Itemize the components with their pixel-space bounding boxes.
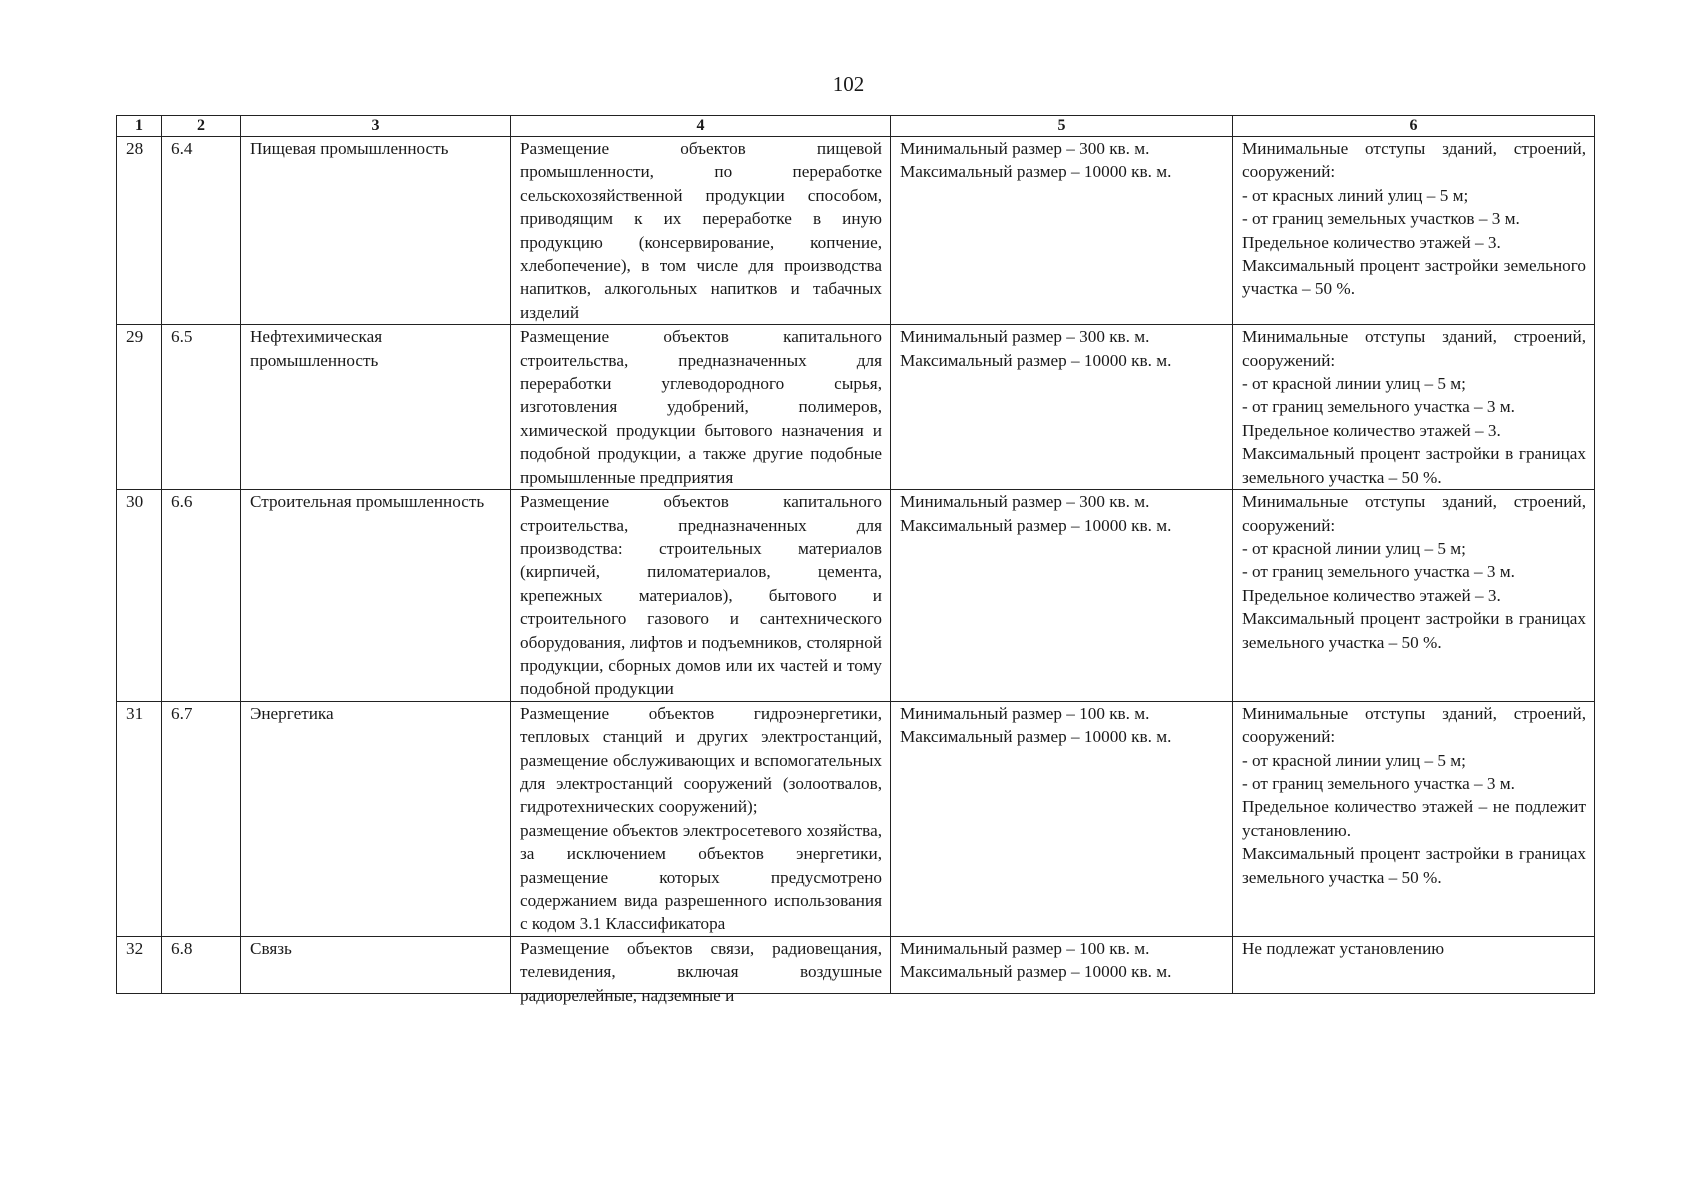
param-line: Предельное количество этажей – 3. xyxy=(1242,232,1501,252)
plot-size-limits xyxy=(891,701,1233,936)
min-size: Минимальный размер – 300 кв. м. xyxy=(900,327,1150,347)
table-row xyxy=(117,137,1595,325)
max-size: Максимальный размер – 10000 кв. м. xyxy=(900,962,1172,982)
column-header-1: 1 xyxy=(117,116,162,137)
land-use-regulations-table xyxy=(116,115,1595,1005)
header-row xyxy=(117,116,1595,137)
param-line: - от красных линий улиц – 5 м; xyxy=(1242,185,1469,205)
construction-parameters xyxy=(1233,325,1595,490)
max-size: Максимальный размер – 10000 кв. м. xyxy=(900,350,1172,370)
use-name: Строительная промышленность xyxy=(241,490,511,702)
page-number: 102 xyxy=(832,72,865,96)
use-code: 6.5 xyxy=(162,325,241,490)
table-row xyxy=(117,325,1595,490)
param-line: Предельное количество этажей – не подлежит установлению. xyxy=(1242,797,1586,840)
min-size: Минимальный размер – 300 кв. м. xyxy=(900,139,1150,158)
column-header-6: 6 xyxy=(1233,116,1595,137)
use-description xyxy=(511,936,891,1005)
max-size: Максимальный размер – 10000 кв. м. xyxy=(900,162,1172,182)
column-header-3: 3 xyxy=(241,116,511,137)
param-line: - от границ земельного участка – 3 м. xyxy=(1242,562,1515,582)
param-line: Предельное количество этажей – 3. xyxy=(1242,420,1501,440)
description-part: Размещение объектов гидроэнергетики, тепловых станций и других электростанций, размещение обслуживающих и вспомогательных для электростанций сооружений (золоотвалов, гидротехнических сооружений); xyxy=(520,703,882,817)
use-description: Размещение объектов капитального строительства, предназначенных для производства: строительных материалов (кирпичей, пиломатериалов, цемента, крепежных материалов), бытового и строительного газового и сантехнического оборудования, лифтов и подъемников, столярной продукции, сборных домов или их частей и тому подобной продукции xyxy=(511,490,891,702)
max-size: Максимальный размер – 10000 кв. м. xyxy=(900,727,1172,747)
max-size: Максимальный размер – 10000 кв. м. xyxy=(900,515,1172,535)
param-line: - от границ земельных участков – 3 м. xyxy=(1242,209,1520,229)
column-header-2: 2 xyxy=(162,116,241,137)
param-line: Минимальные отступы зданий, строений, сооружений: xyxy=(1242,327,1586,370)
plot-size-limits xyxy=(891,936,1233,993)
use-description: Размещение объектов капитального строительства, предназначенных для переработки углеводородного сырья, изготовления удобрений, полимеров, химической продукции бытового назначения и подобной продукции, а также другие подобные промышленные предприятия xyxy=(511,325,891,490)
plot-size-limits xyxy=(891,490,1233,702)
param-line: - от красной линии улиц – 5 м; xyxy=(1242,750,1466,770)
param-line: Минимальные отступы зданий, строений, сооружений: xyxy=(1242,139,1586,182)
param-line: Предельное количество этажей – 3. xyxy=(1242,585,1501,605)
row-number: 31 xyxy=(117,701,162,936)
min-size: Минимальный размер – 300 кв. м. xyxy=(900,492,1150,512)
param-line: Максимальный процент застройки в границах земельного участка – 50 %. xyxy=(1242,444,1586,487)
construction-parameters xyxy=(1233,137,1595,325)
use-code: 6.8 xyxy=(162,936,241,993)
description-text: Размещение объектов связи, радиовещания, телевидения, включая воздушные радиорелейные, надземные и xyxy=(520,938,882,1005)
min-size: Минимальный размер – 100 кв. м. xyxy=(900,703,1150,723)
param-line: Минимальные отступы зданий, строений, сооружений: xyxy=(1242,492,1586,535)
use-description: Размещение объектов пищевой промышленности, по переработке сельскохозяйственной продукции способом, приводящим к их переработке в иную продукцию (консервирование, копчение, хлебопечение), в том числе для производства напитков, алкогольных напитков и табачных изделий xyxy=(511,137,891,325)
table-row xyxy=(117,490,1595,702)
table-row xyxy=(117,701,1595,936)
construction-parameters xyxy=(1233,936,1595,993)
description-part: размещение объектов электросетевого хозяйства, за исключением объектов энергетики, размещение которых предусмотрено содержанием вида разрешенного использования с кодом 3.1 Классификатора xyxy=(520,820,882,934)
param-line: Минимальные отступы зданий, строений, сооружений: xyxy=(1242,703,1586,747)
param-line: - от границ земельного участка – 3 м. xyxy=(1242,397,1515,417)
column-header-4: 4 xyxy=(511,116,891,137)
row-number: 32 xyxy=(117,936,162,993)
plot-size-limits xyxy=(891,137,1233,325)
use-code: 6.4 xyxy=(162,137,241,325)
param-line: - от красной линии улиц – 5 м; xyxy=(1242,374,1466,394)
construction-parameters xyxy=(1233,701,1595,936)
row-number: 30 xyxy=(117,490,162,702)
use-name: Энергетика xyxy=(241,701,511,936)
construction-parameters xyxy=(1233,490,1595,702)
use-description xyxy=(511,701,891,936)
row-number: 29 xyxy=(117,325,162,490)
column-header-5: 5 xyxy=(891,116,1233,137)
plot-size-limits xyxy=(891,325,1233,490)
param-line: Не подлежат установлению xyxy=(1242,938,1445,958)
param-line: - от границ земельного участка – 3 м. xyxy=(1242,773,1515,793)
param-line: - от красной линии улиц – 5 м; xyxy=(1242,538,1466,558)
use-name: Связь xyxy=(241,936,511,993)
min-size: Минимальный размер – 100 кв. м. xyxy=(900,938,1150,958)
use-code: 6.6 xyxy=(162,490,241,702)
use-code: 6.7 xyxy=(162,701,241,936)
param-line: Максимальный процент застройки в границах земельного участка – 50 %. xyxy=(1242,844,1586,887)
use-name: Пищевая промышленность xyxy=(241,137,511,325)
param-line: Максимальный процент застройки земельного участка – 50 %. xyxy=(1242,256,1586,299)
table-row xyxy=(117,936,1595,993)
use-name: Нефтехимическая промышленность xyxy=(241,325,511,490)
row-number: 28 xyxy=(117,137,162,325)
param-line: Максимальный процент застройки в границах земельного участка – 50 %. xyxy=(1242,609,1586,652)
